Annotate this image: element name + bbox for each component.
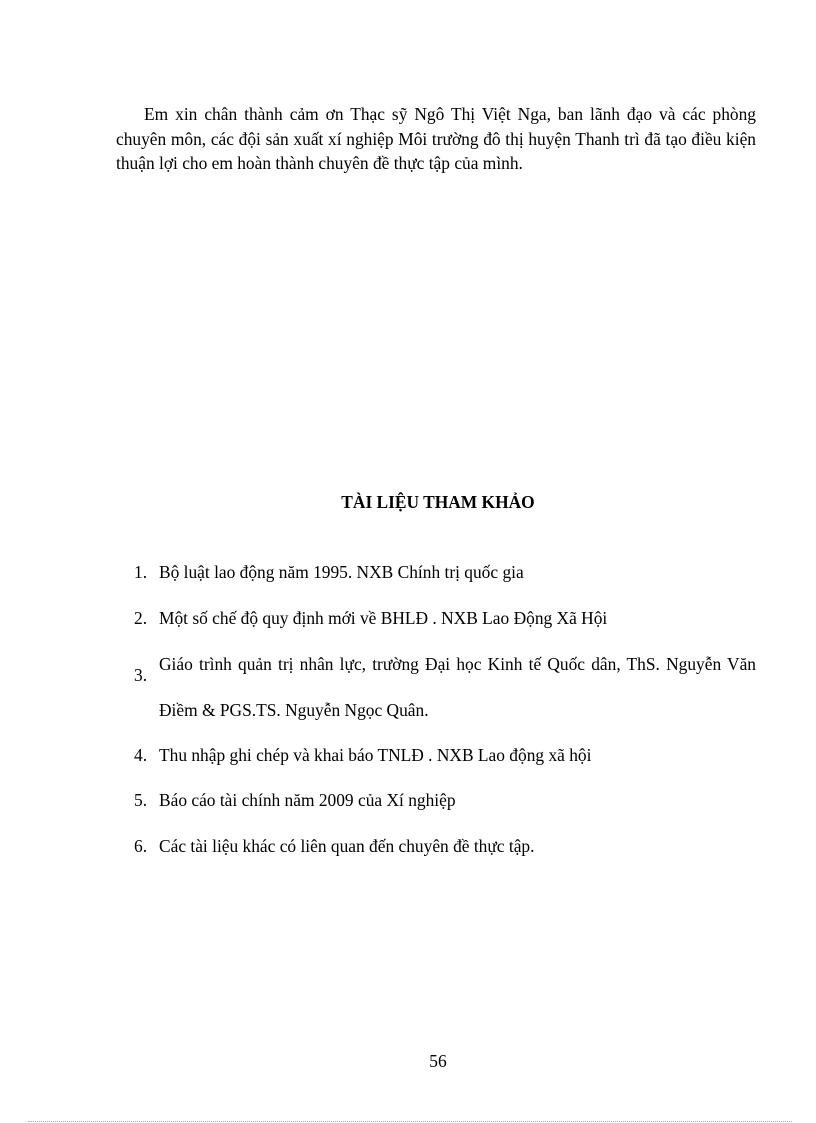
reference-number: 4. — [134, 744, 148, 765]
reference-text: Giáo trình quản trị nhân lực, trường Đại học Kinh tế Quốc dân, ThS. Nguyễn Văn Điềm & PGS.TS. Nguyễn Ngọc Quân. — [159, 653, 756, 720]
reference-number: 6. — [134, 835, 148, 856]
reference-item-5 — [116, 789, 756, 812]
references-list — [116, 561, 756, 880]
page-number: 56 — [429, 1051, 447, 1071]
reference-number: 2. — [134, 607, 148, 628]
references-heading: TÀI LIỆU THAM KHẢO — [341, 492, 535, 512]
reference-text: Thu nhập ghi chép và khai báo TNLĐ . NXB Lao động xã hội — [159, 744, 592, 765]
reference-text: Báo cáo tài chính năm 2009 của Xí nghiệp — [159, 790, 456, 810]
reference-text: Bộ luật lao động năm 1995. NXB Chính trị quốc gia — [159, 562, 524, 582]
page-bottom-divider — [28, 1121, 792, 1122]
reference-number: 1. — [134, 562, 148, 582]
reference-number: 3. — [134, 665, 148, 685]
reference-text: Các tài liệu khác có liên quan đến chuyên đề thực tập. — [159, 835, 535, 856]
reference-item-6 — [116, 835, 756, 858]
reference-number: 5. — [134, 790, 148, 810]
reference-item-1 — [116, 561, 756, 584]
reference-text: Một số chế độ quy định mới về BHLĐ . NXB Lao Động Xã Hội — [159, 607, 608, 628]
reference-item-2 — [116, 607, 756, 630]
reference-item-4 — [116, 744, 756, 767]
acknowledgement-paragraph: Em xin chân thành cảm ơn Thạc sỹ Ngô Thị Việt Nga, ban lãnh đạo và các phòng chuyên môn, các đội sản xuất xí nghiệp Môi trường đô thị huyện Thanh trì đã tạo điều kiện thuận lợi cho em hoàn thành chuyên đề thực tập của mình. — [116, 104, 756, 173]
reference-item-3 — [116, 641, 756, 733]
